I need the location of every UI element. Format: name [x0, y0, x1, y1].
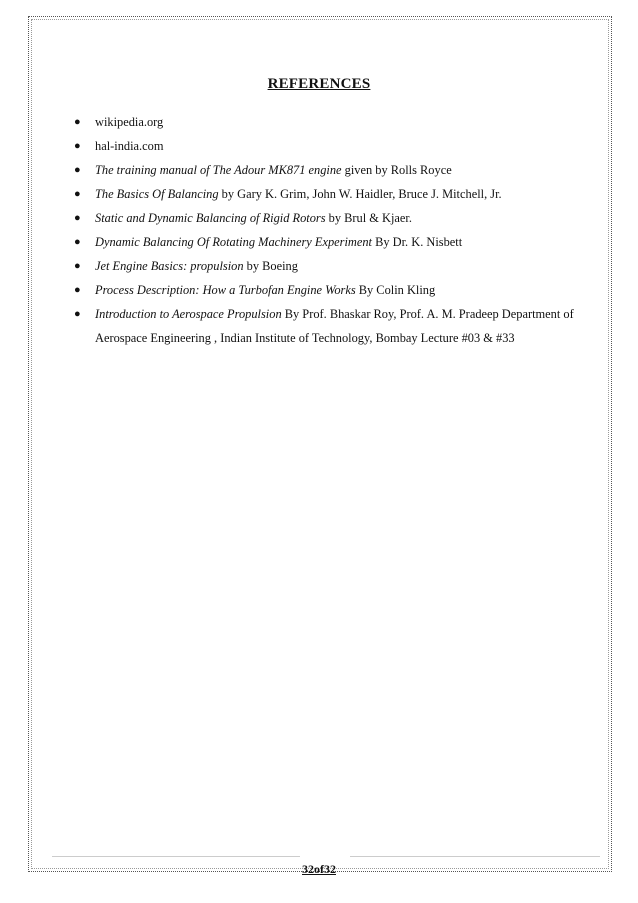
bullet-icon: ●: [74, 140, 81, 152]
bullet-icon: ●: [74, 116, 81, 128]
footer-rule-right: [350, 856, 600, 857]
list-item: [70, 278, 590, 302]
page-number: 32of32: [302, 862, 336, 876]
bullet-icon: ●: [74, 188, 81, 200]
reference-list: [70, 110, 590, 350]
reference-title: The training manual of The Adour MK871 engine: [95, 163, 342, 177]
reference-details: given by Rolls Royce: [341, 163, 452, 177]
page-title: REFERENCES: [267, 76, 371, 92]
list-item: [70, 254, 590, 278]
bullet-icon: ●: [74, 308, 81, 320]
reference-details: By Dr. K. Nisbett: [372, 235, 463, 249]
list-item: [70, 302, 590, 350]
reference-title: Jet Engine Basics: propulsion: [95, 259, 244, 273]
bullet-icon: ●: [74, 164, 81, 176]
list-item: [70, 158, 590, 182]
reference-title: Static and Dynamic Balancing of Rigid Rotors: [95, 211, 326, 225]
list-item: [70, 134, 590, 158]
reference-title: Introduction to Aerospace Propulsion: [95, 307, 282, 321]
bullet-icon: ●: [74, 260, 81, 272]
reference-details: hal-india.com: [95, 139, 164, 153]
reference-details: by Gary K. Grim, John W. Haidler, Bruce J. Mitchell, Jr.: [218, 187, 502, 201]
reference-details: wikipedia.org: [95, 115, 164, 129]
list-item: [70, 206, 590, 230]
reference-title: The Basics Of Balancing: [95, 187, 219, 201]
reference-details: By Colin Kling: [355, 283, 436, 297]
reference-title: Dynamic Balancing Of Rotating Machinery Experiment: [95, 235, 372, 249]
list-item: [70, 110, 590, 134]
reference-details: by Boeing: [243, 259, 298, 273]
bullet-icon: ●: [74, 236, 81, 248]
reference-details: By Prof. Bhaskar Roy, Prof. A. M. Pradeep Department of Aerospace Engineering , Indian Institute of Technology, Bombay Lecture #03 & #33: [95, 307, 574, 345]
footer-rule-left: [52, 856, 300, 857]
bullet-icon: ●: [74, 284, 81, 296]
reference-details: by Brul & Kjaer.: [325, 211, 412, 225]
bullet-icon: ●: [74, 212, 81, 224]
list-item: [70, 230, 590, 254]
reference-title: Process Description: How a Turbofan Engine Works: [95, 283, 356, 297]
list-item: [70, 182, 590, 206]
